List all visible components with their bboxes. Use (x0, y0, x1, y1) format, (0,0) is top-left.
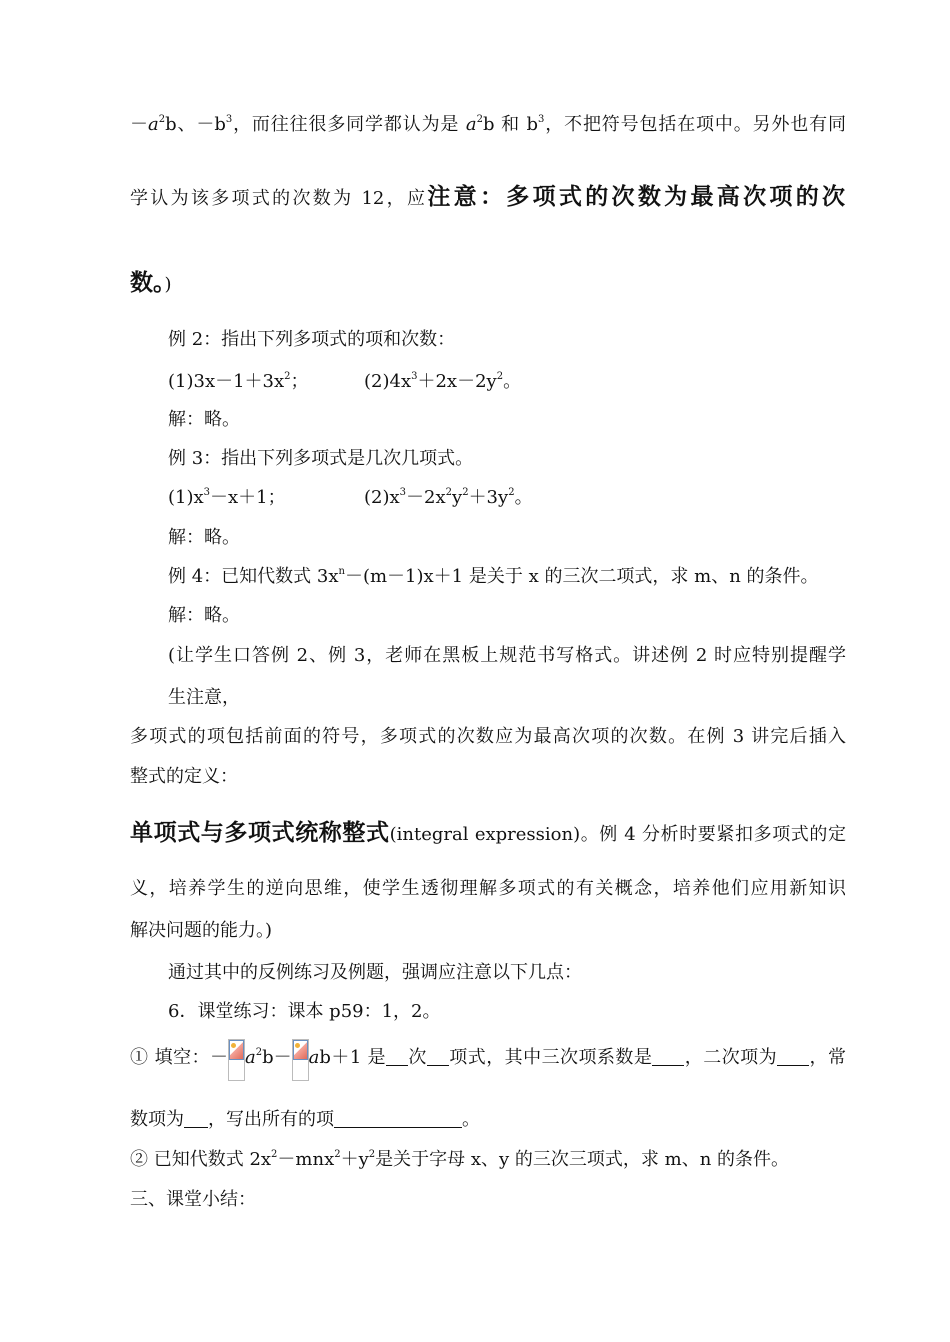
sup: 2 (255, 1047, 263, 1058)
sup: 2 (508, 487, 515, 498)
text: ，常 (809, 1047, 847, 1068)
sup: 3 (225, 114, 233, 125)
text-line-1 (130, 112, 846, 138)
sup: 3 (399, 487, 407, 498)
blank-4[interactable] (777, 1047, 809, 1066)
example-3-title: 例 3：指出下列多项式是几次几项式。 (168, 448, 474, 469)
text: 例 4：已知代数式 3x (168, 566, 339, 587)
text: －(m－1)x＋1 是关于 x 的三次二项式，求 m、n 的条件。 (344, 566, 819, 587)
definition-line-2: 义，培养学生的逆向思维，使学生透彻理解多项式的有关概念，培养他们应用新知识 (130, 878, 846, 899)
sup: 2 (284, 371, 291, 382)
text: －mnx (277, 1149, 335, 1170)
text: －2x (406, 487, 446, 508)
text: ； (290, 371, 309, 392)
sup: 3 (538, 114, 545, 125)
text: b、－b (165, 114, 226, 135)
text: (1)x (168, 487, 204, 508)
note-line-4: 整式的定义： (130, 766, 238, 787)
solution-3: 解：略。 (168, 605, 240, 626)
practice-line: 6．课堂练习：课本 p59：1，2。 (168, 1001, 441, 1022)
blank-1[interactable] (386, 1047, 408, 1066)
sup: 2 (334, 1149, 341, 1160)
question-1-line-2 (130, 1107, 846, 1133)
solution-1: 解：略。 (168, 409, 240, 430)
sup: 2 (158, 114, 166, 125)
text: ① 填空：－ (130, 1047, 229, 1068)
blank-5[interactable] (184, 1109, 208, 1128)
definition-line-3: 解决问题的能力。) (130, 920, 273, 941)
text: ＋3y (468, 487, 509, 508)
text: ＋y (340, 1149, 369, 1170)
section-heading: 三、课堂小结： (130, 1189, 256, 1210)
var: a (465, 114, 477, 135)
sup: 3 (411, 371, 418, 382)
example-2-title: 例 2：指出下列多项式的项和次数： (168, 329, 456, 350)
text: 次 (407, 1047, 427, 1068)
text: 。 (514, 487, 533, 508)
broken-image-icon (292, 1039, 309, 1081)
text: ，写出所有的项 (208, 1109, 334, 1130)
bold-note: 数。 (130, 269, 165, 296)
text: ② 已知代数式 2x (130, 1149, 272, 1170)
text: (1)3x－1＋3x (168, 371, 285, 392)
sup: 2 (462, 487, 469, 498)
note-line-1: (让学生口答例 2、例 3，老师在黑板上规范书写格式。讲述例 2 时应特别提醒学 (168, 645, 846, 666)
text: ，而往往很多同学都认为是 (232, 114, 466, 135)
text: 。 (462, 1109, 480, 1130)
text: 是关于字母 x、y 的三次三项式，求 m、n 的条件。 (375, 1149, 790, 1170)
sup: 2 (368, 1149, 376, 1160)
text: ＋2x－2y (417, 371, 497, 392)
sup: n (338, 566, 345, 577)
definition-line (130, 820, 846, 848)
text: b 和 b (482, 114, 539, 135)
sup: 2 (445, 487, 453, 498)
example-2-item-2 (364, 369, 764, 395)
text: －x＋1； (210, 487, 286, 508)
text-line-2 (130, 184, 846, 212)
text: (integral expression)。例 4 分析时要紧扣多项式的定 (389, 824, 847, 845)
text: b－ (262, 1047, 292, 1068)
sup: 2 (271, 1149, 278, 1160)
text: b＋1 是 (319, 1047, 386, 1068)
example-4 (168, 564, 846, 590)
var: a (148, 114, 159, 135)
text: 数项为 (130, 1109, 184, 1130)
text: ，不把符号包括在项中。另外也有同 (544, 114, 846, 135)
bold-note: 注意：多项式的次数为最高次项的次 (427, 183, 846, 210)
text: － (130, 114, 148, 135)
example-3-item-2 (364, 485, 764, 511)
note-line-3: 多项式的项包括前面的符号，多项式的次数应为最高次项的次数。在例 3 讲完后插入 (130, 726, 846, 747)
text: 项式，其中三次项系数是 (448, 1047, 653, 1068)
var: a (308, 1047, 320, 1068)
text: 学认为该多项式的次数为 12，应 (130, 188, 428, 209)
summary-line: 通过其中的反例练习及例题，强调应注意以下几点： (168, 962, 582, 983)
sup: 2 (496, 371, 504, 382)
question-1 (130, 1045, 846, 1081)
blank-6[interactable] (334, 1109, 462, 1128)
broken-image-icon (228, 1039, 245, 1081)
text: ) (164, 274, 172, 295)
blank-2[interactable] (427, 1047, 449, 1066)
note-line-2: 生注意， (168, 687, 240, 708)
text: (2)x (364, 487, 400, 508)
text: 。 (503, 371, 522, 392)
sup: 2 (476, 114, 483, 125)
definition-bold: 单项式与多项式统称整式 (130, 819, 390, 846)
question-2 (130, 1147, 846, 1173)
blank-3[interactable] (652, 1047, 684, 1066)
var: a (245, 1047, 256, 1068)
text: (2)4x (364, 371, 412, 392)
text: y (452, 487, 463, 508)
text: ，二次项为 (684, 1047, 778, 1068)
text-line-3 (130, 270, 846, 298)
sup: 3 (203, 487, 211, 498)
solution-2: 解：略。 (168, 527, 240, 548)
